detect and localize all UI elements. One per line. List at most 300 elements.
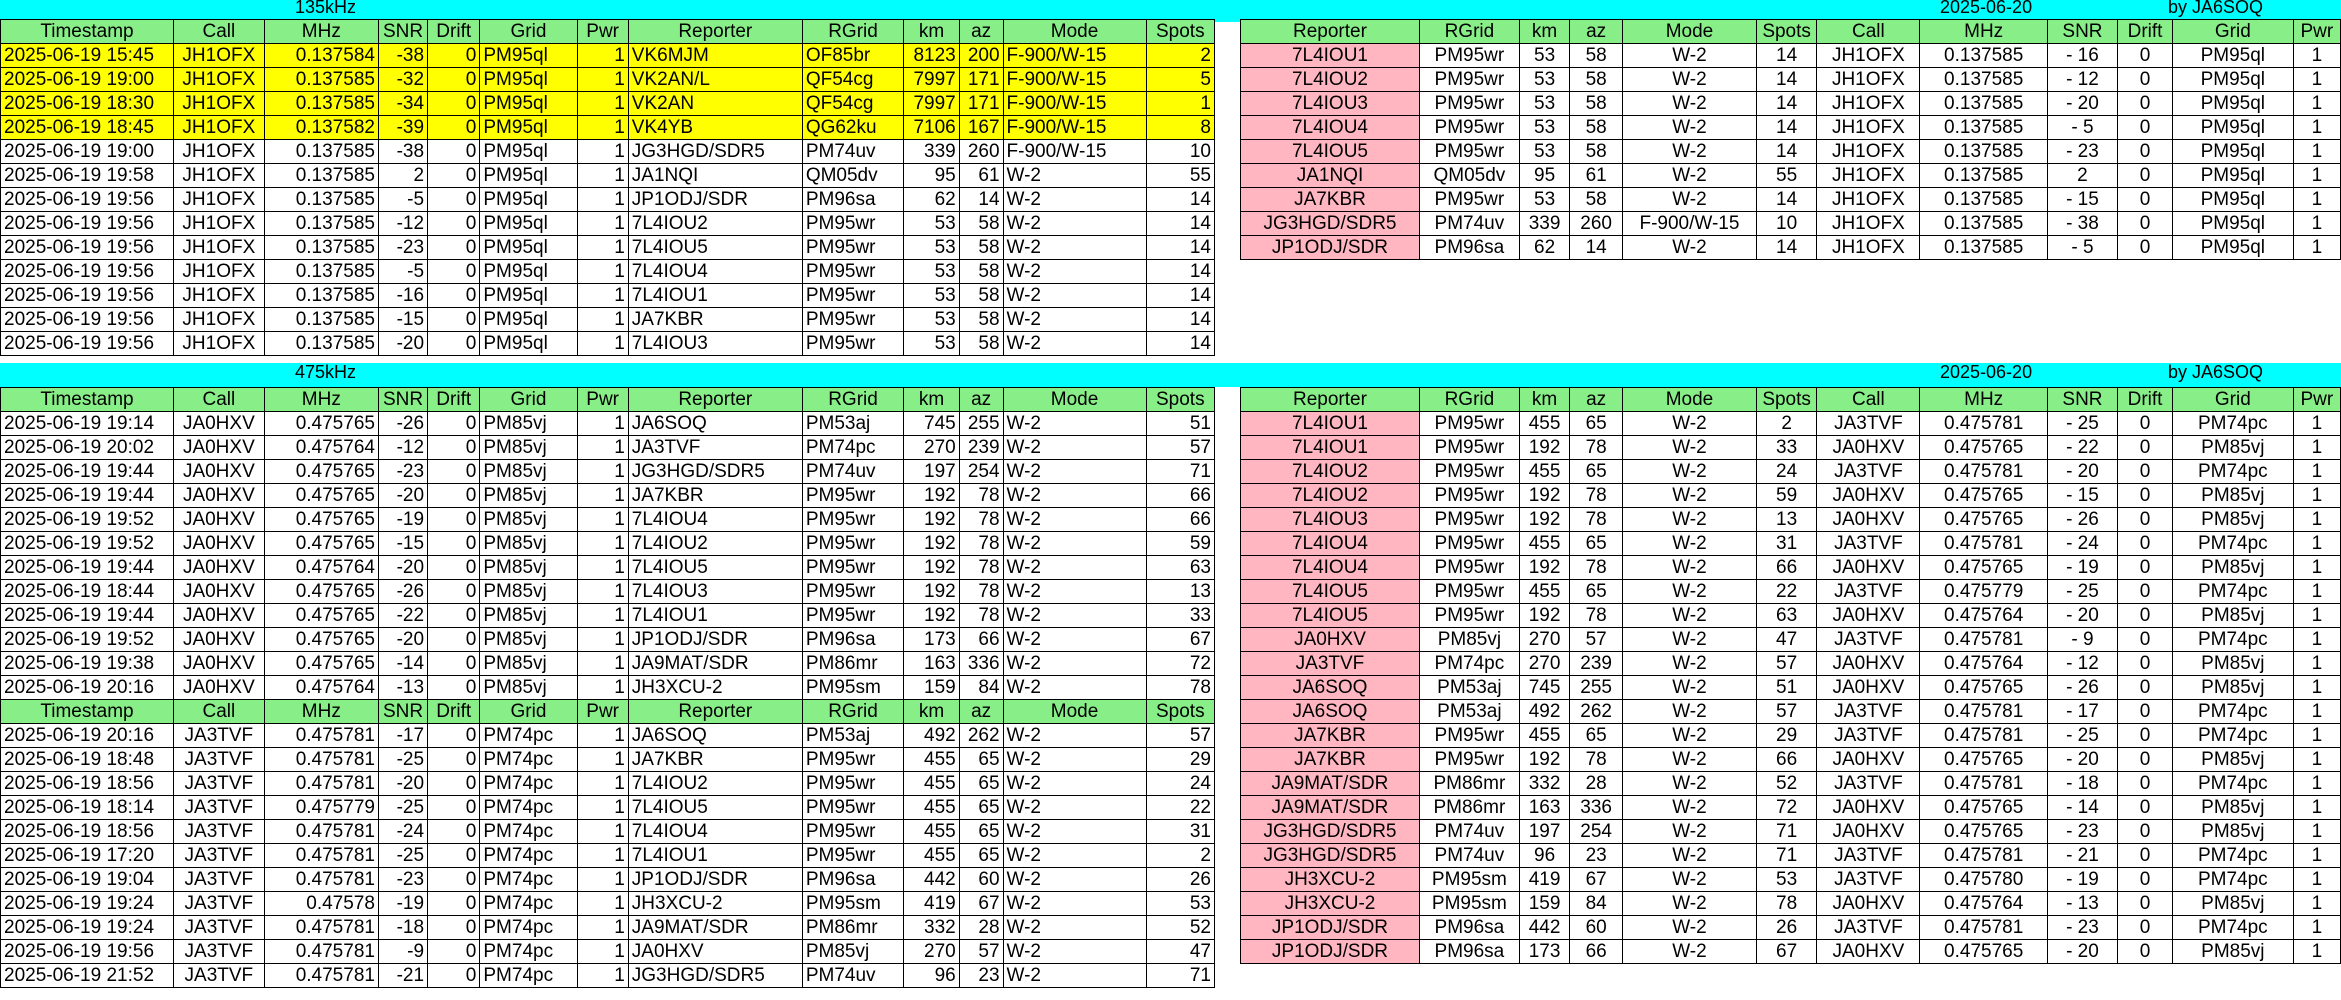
table-cell: PM85vj bbox=[480, 580, 577, 604]
table-cell: W-2 bbox=[1623, 604, 1757, 628]
table-cell: 65 bbox=[959, 820, 1003, 844]
table-cell: 1 bbox=[577, 676, 628, 700]
table-cell: W-2 bbox=[1003, 772, 1146, 796]
table-cell: JH3XCU-2 bbox=[1241, 868, 1420, 892]
table-cell: 0.475781 bbox=[1920, 628, 2047, 652]
table-cell: W-2 bbox=[1623, 68, 1757, 92]
table-cell: 7L4IOU4 bbox=[1241, 532, 1420, 556]
table-cell: JH1OFX bbox=[173, 212, 264, 236]
table-cell: 745 bbox=[1519, 676, 1569, 700]
table-cell: 270 bbox=[1519, 652, 1569, 676]
table-cell: -34 bbox=[378, 92, 427, 116]
table-cell: 28 bbox=[959, 916, 1003, 940]
table-cell: -20 bbox=[378, 556, 427, 580]
table-cell: W-2 bbox=[1003, 260, 1146, 284]
table-cell: 1 bbox=[1146, 92, 1214, 116]
table-cell: 57 bbox=[1756, 652, 1816, 676]
column-header: Pwr bbox=[577, 20, 628, 44]
table-cell: JA0HXV bbox=[1817, 508, 1920, 532]
table-cell: 7L4IOU5 bbox=[1241, 140, 1420, 164]
table-cell: 1 bbox=[2293, 796, 2340, 820]
table-cell: 96 bbox=[904, 964, 960, 988]
table-cell: -21 bbox=[378, 964, 427, 988]
table-cell: 1 bbox=[577, 964, 628, 988]
table-cell: 2025-06-19 15:45 bbox=[1, 44, 174, 68]
table-cell: 58 bbox=[1570, 140, 1623, 164]
table-row bbox=[1, 724, 1215, 748]
table-cell: PM85vj bbox=[2172, 676, 2293, 700]
column-header: Grid bbox=[480, 20, 577, 44]
table-cell: PM95wr bbox=[1419, 92, 1519, 116]
table-cell: 2025-06-19 19:24 bbox=[1, 916, 174, 940]
table-cell: 0 bbox=[2118, 844, 2173, 868]
column-header: Reporter bbox=[628, 388, 802, 412]
table-cell: 2025-06-19 19:56 bbox=[1, 284, 174, 308]
table-cell: 66 bbox=[1146, 484, 1214, 508]
table-row bbox=[1, 188, 1215, 212]
table-cell: JA3TVF bbox=[173, 940, 264, 964]
table-cell: - 12 bbox=[2047, 68, 2117, 92]
table-cell: PM74pc bbox=[2172, 412, 2293, 436]
table-cell: 0.475781 bbox=[264, 724, 378, 748]
table-cell: W-2 bbox=[1003, 332, 1146, 356]
table-cell: 0.475765 bbox=[1920, 676, 2047, 700]
table-cell: 0.475781 bbox=[1920, 532, 2047, 556]
table-cell: JA9MAT/SDR bbox=[628, 652, 802, 676]
table-cell: 1 bbox=[2293, 412, 2340, 436]
table-cell: 2025-06-19 19:04 bbox=[1, 868, 174, 892]
table-cell: 7997 bbox=[904, 68, 960, 92]
table-cell: F-900/W-15 bbox=[1623, 212, 1757, 236]
table-cell: 0.137585 bbox=[1920, 164, 2047, 188]
table-cell: 2025-06-19 19:52 bbox=[1, 532, 174, 556]
table-cell: 0.475781 bbox=[1920, 772, 2047, 796]
table-cell: JP1ODJ/SDR bbox=[1241, 236, 1420, 260]
table-row bbox=[1, 116, 1215, 140]
table-cell: W-2 bbox=[1003, 236, 1146, 260]
table-cell: 95 bbox=[904, 164, 960, 188]
table-cell: PM86mr bbox=[1419, 772, 1519, 796]
table-cell: W-2 bbox=[1003, 724, 1146, 748]
table-cell: JA7KBR bbox=[1241, 188, 1420, 212]
table-cell: W-2 bbox=[1623, 92, 1757, 116]
table-cell: PM85vj bbox=[480, 436, 577, 460]
table-cell: PM95wr bbox=[802, 332, 903, 356]
table-cell: PM95sm bbox=[1419, 892, 1519, 916]
table-cell: 53 bbox=[904, 260, 960, 284]
column-header: SNR bbox=[378, 20, 427, 44]
table-row bbox=[1, 748, 1215, 772]
table-cell: 1 bbox=[2293, 164, 2340, 188]
table-cell: 1 bbox=[577, 188, 628, 212]
table-cell: 1 bbox=[2293, 460, 2340, 484]
table-cell: 0 bbox=[2118, 652, 2173, 676]
table-cell: 1 bbox=[577, 748, 628, 772]
column-header: Spots bbox=[1756, 388, 1816, 412]
table-cell: JH1OFX bbox=[1817, 68, 1920, 92]
column-header: Call bbox=[1817, 20, 1920, 44]
table-row bbox=[1, 260, 1215, 284]
table-cell: 0 bbox=[428, 164, 480, 188]
table-cell: 66 bbox=[1756, 556, 1816, 580]
table-cell: 0.137585 bbox=[1920, 212, 2047, 236]
table-cell: 0 bbox=[2118, 140, 2173, 164]
table-cell: JA3TVF bbox=[173, 748, 264, 772]
table-cell: JA3TVF bbox=[173, 724, 264, 748]
table-cell: W-2 bbox=[1003, 164, 1146, 188]
table-cell: W-2 bbox=[1003, 892, 1146, 916]
table-cell: - 26 bbox=[2047, 676, 2117, 700]
table-cell: -23 bbox=[378, 236, 427, 260]
table-cell: 65 bbox=[1570, 532, 1623, 556]
table-cell: 745 bbox=[904, 412, 960, 436]
table-cell: - 25 bbox=[2047, 412, 2117, 436]
table-cell: PM85vj bbox=[2172, 556, 2293, 580]
table-row bbox=[1, 532, 1215, 556]
table-cell: PM95wr bbox=[1419, 556, 1519, 580]
table-cell: PM74uv bbox=[1419, 820, 1519, 844]
table-cell: PM95wr bbox=[1419, 460, 1519, 484]
table-cell: 14 bbox=[1756, 140, 1816, 164]
table-cell: 7L4IOU5 bbox=[1241, 580, 1420, 604]
table-cell: 65 bbox=[1570, 724, 1623, 748]
table-row bbox=[1, 580, 1215, 604]
table-cell: 57 bbox=[1146, 436, 1214, 460]
column-header: SNR bbox=[378, 700, 427, 724]
table-cell: 239 bbox=[1570, 652, 1623, 676]
column-header: az bbox=[1570, 20, 1623, 44]
table-cell: 2025-06-19 19:56 bbox=[1, 212, 174, 236]
table-cell: 0.475765 bbox=[264, 484, 378, 508]
table-cell: 455 bbox=[904, 820, 960, 844]
table-cell: - 24 bbox=[2047, 532, 2117, 556]
table-cell: 24 bbox=[1756, 460, 1816, 484]
table-cell: JG3HGD/SDR5 bbox=[1241, 212, 1420, 236]
table-row bbox=[1, 484, 1215, 508]
table-cell: W-2 bbox=[1623, 652, 1757, 676]
table-row bbox=[1241, 532, 2341, 556]
table-cell: PM95wr bbox=[802, 260, 903, 284]
table-cell: VK6MJM bbox=[628, 44, 802, 68]
column-header: SNR bbox=[2047, 20, 2117, 44]
table-cell: 0 bbox=[428, 508, 480, 532]
table-cell: 0.137585 bbox=[264, 188, 378, 212]
table-cell: 7L4IOU2 bbox=[1241, 484, 1420, 508]
table-cell: 192 bbox=[1519, 748, 1569, 772]
table-cell: 0 bbox=[428, 748, 480, 772]
table-cell: 0.475781 bbox=[264, 748, 378, 772]
table-row bbox=[1241, 116, 2341, 140]
column-header: Timestamp bbox=[1, 20, 174, 44]
table-row bbox=[1, 652, 1215, 676]
table-cell: 2 bbox=[2047, 164, 2117, 188]
table-cell: - 5 bbox=[2047, 116, 2117, 140]
table-cell: 53 bbox=[1519, 116, 1569, 140]
table-cell: PM53aj bbox=[1419, 676, 1519, 700]
table-cell: 332 bbox=[1519, 772, 1569, 796]
table-cell: 2025-06-19 20:16 bbox=[1, 676, 174, 700]
table-cell: VK2AN/L bbox=[628, 68, 802, 92]
table-cell: 67 bbox=[1146, 628, 1214, 652]
table-row bbox=[1241, 140, 2341, 164]
table-cell: 47 bbox=[1146, 940, 1214, 964]
table-cell: -26 bbox=[378, 580, 427, 604]
table-cell: W-2 bbox=[1003, 820, 1146, 844]
table-cell: PM95ql bbox=[2172, 140, 2293, 164]
table-cell: 0 bbox=[428, 68, 480, 92]
table-cell: 78 bbox=[1570, 484, 1623, 508]
table-cell: PM85vj bbox=[480, 676, 577, 700]
table-cell: 260 bbox=[1570, 212, 1623, 236]
table-cell: 1 bbox=[577, 556, 628, 580]
table-cell: JH1OFX bbox=[173, 44, 264, 68]
table-cell: PM95wr bbox=[1419, 188, 1519, 212]
table-cell: 61 bbox=[959, 164, 1003, 188]
column-header: Pwr bbox=[2293, 388, 2340, 412]
table-cell: 8123 bbox=[904, 44, 960, 68]
table-cell: 0 bbox=[428, 412, 480, 436]
table-cell: 0 bbox=[2118, 412, 2173, 436]
table-cell: 0.137585 bbox=[1920, 116, 2047, 140]
table-cell: -32 bbox=[378, 68, 427, 92]
table-cell: 26 bbox=[1146, 868, 1214, 892]
table-cell: JA6SOQ bbox=[1241, 700, 1420, 724]
table-cell: PM85vj bbox=[2172, 508, 2293, 532]
table-cell: PM85vj bbox=[2172, 748, 2293, 772]
table-cell: 1 bbox=[2293, 724, 2340, 748]
table-cell: PM74uv bbox=[802, 460, 903, 484]
table-cell: 72 bbox=[1756, 796, 1816, 820]
table-cell: 1 bbox=[2293, 892, 2340, 916]
table-cell: 7L4IOU5 bbox=[1241, 604, 1420, 628]
table-cell: 339 bbox=[904, 140, 960, 164]
table-cell: JA3TVF bbox=[1817, 772, 1920, 796]
table-cell: 0 bbox=[2118, 748, 2173, 772]
table-cell: 78 bbox=[959, 556, 1003, 580]
table-cell: 455 bbox=[904, 844, 960, 868]
table-cell: - 26 bbox=[2047, 508, 2117, 532]
table-cell: JA3TVF bbox=[1817, 628, 1920, 652]
column-header: Timestamp bbox=[1, 388, 174, 412]
table-cell: 0 bbox=[2118, 460, 2173, 484]
column-header: Call bbox=[173, 20, 264, 44]
table-cell: 14 bbox=[1756, 116, 1816, 140]
table-cell: 332 bbox=[904, 916, 960, 940]
table-cell: 1 bbox=[2293, 116, 2340, 140]
table-cell: 0 bbox=[428, 436, 480, 460]
table-cell: PM95wr bbox=[802, 556, 903, 580]
table-cell: PM95wr bbox=[1419, 508, 1519, 532]
table-cell: 71 bbox=[1756, 820, 1816, 844]
table-cell: 192 bbox=[1519, 508, 1569, 532]
table-cell: 53 bbox=[1519, 68, 1569, 92]
table-cell: 0.475765 bbox=[1920, 796, 2047, 820]
table-cell: JH1OFX bbox=[173, 140, 264, 164]
table-cell: 2025-06-19 19:56 bbox=[1, 188, 174, 212]
table-cell: JA0HXV bbox=[173, 580, 264, 604]
table-cell: 66 bbox=[1570, 940, 1623, 964]
table-cell: 1 bbox=[577, 308, 628, 332]
table-cell: JA0HXV bbox=[1817, 892, 1920, 916]
table-cell: 14 bbox=[1570, 236, 1623, 260]
table-row bbox=[1241, 700, 2341, 724]
table-cell: W-2 bbox=[1003, 964, 1146, 988]
table-cell: 0.475780 bbox=[1920, 868, 2047, 892]
table-cell: W-2 bbox=[1623, 772, 1757, 796]
table-cell: 0.137585 bbox=[264, 140, 378, 164]
table-cell: 492 bbox=[1519, 700, 1569, 724]
table-row bbox=[1241, 628, 2341, 652]
table-cell: 0.475781 bbox=[1920, 916, 2047, 940]
table-cell: PM74pc bbox=[2172, 700, 2293, 724]
table-cell: 1 bbox=[2293, 44, 2340, 68]
table-cell: 0.475765 bbox=[264, 604, 378, 628]
table-cell: 2025-06-19 19:44 bbox=[1, 556, 174, 580]
table-cell: PM74uv bbox=[802, 140, 903, 164]
table-cell: PM95wr bbox=[1419, 140, 1519, 164]
table-cell: PM95ql bbox=[480, 116, 577, 140]
table-cell: PM95wr bbox=[1419, 724, 1519, 748]
column-header: RGrid bbox=[802, 20, 903, 44]
table-row bbox=[1, 236, 1215, 260]
table-cell: 2025-06-19 18:30 bbox=[1, 92, 174, 116]
table-cell: PM74pc bbox=[480, 940, 577, 964]
column-header: Mode bbox=[1003, 700, 1146, 724]
table-cell: 1 bbox=[2293, 604, 2340, 628]
table-cell: JA0HXV bbox=[1817, 796, 1920, 820]
table-cell: - 23 bbox=[2047, 820, 2117, 844]
table-cell: 53 bbox=[904, 284, 960, 308]
table-cell: - 38 bbox=[2047, 212, 2117, 236]
table-cell: 0 bbox=[2118, 436, 2173, 460]
table-cell: 0 bbox=[428, 116, 480, 140]
table-cell: 7L4IOU2 bbox=[628, 212, 802, 236]
table-cell: -24 bbox=[378, 820, 427, 844]
table-row bbox=[1241, 44, 2341, 68]
band-135-author: by JA6SOQ bbox=[2168, 0, 2264, 17]
table-row bbox=[1241, 164, 2341, 188]
table-row bbox=[1, 68, 1215, 92]
table-cell: 0 bbox=[428, 44, 480, 68]
table-cell: - 19 bbox=[2047, 556, 2117, 580]
table-cell: 0.475781 bbox=[264, 844, 378, 868]
table-cell: 78 bbox=[1570, 556, 1623, 580]
table-cell: 78 bbox=[1570, 748, 1623, 772]
table-row bbox=[1241, 652, 2341, 676]
table-cell: W-2 bbox=[1623, 916, 1757, 940]
table-cell: 0.475765 bbox=[264, 652, 378, 676]
column-header: Mode bbox=[1623, 388, 1757, 412]
table-cell: 1 bbox=[2293, 580, 2340, 604]
table-cell: PM85vj bbox=[480, 652, 577, 676]
table-cell: W-2 bbox=[1623, 188, 1757, 212]
table-row bbox=[1, 436, 1215, 460]
table-cell: 0 bbox=[2118, 892, 2173, 916]
table-row bbox=[1, 820, 1215, 844]
table-cell: W-2 bbox=[1003, 940, 1146, 964]
table-cell: JH3XCU-2 bbox=[628, 676, 802, 700]
table-cell: JA0HXV bbox=[628, 940, 802, 964]
table-cell: 96 bbox=[1519, 844, 1569, 868]
table-cell: JA0HXV bbox=[173, 604, 264, 628]
table-cell: PM95ql bbox=[2172, 188, 2293, 212]
table-cell: 65 bbox=[1570, 412, 1623, 436]
table-row bbox=[1241, 748, 2341, 772]
table-cell: 57 bbox=[959, 940, 1003, 964]
table-cell: W-2 bbox=[1623, 532, 1757, 556]
table-cell: 0 bbox=[428, 964, 480, 988]
table-cell: W-2 bbox=[1003, 460, 1146, 484]
table-cell: - 22 bbox=[2047, 436, 2117, 460]
table-cell: JA0HXV bbox=[1817, 604, 1920, 628]
table-cell: 192 bbox=[904, 580, 960, 604]
column-header: Call bbox=[1817, 388, 1920, 412]
table-row bbox=[1241, 604, 2341, 628]
table-cell: JA0HXV bbox=[173, 508, 264, 532]
table-cell: 0.475765 bbox=[1920, 940, 2047, 964]
column-header: MHz bbox=[1920, 20, 2047, 44]
table-cell: JA6SOQ bbox=[628, 724, 802, 748]
table-cell: 65 bbox=[959, 748, 1003, 772]
table-cell: PM95wr bbox=[1419, 412, 1519, 436]
table-cell: -23 bbox=[378, 868, 427, 892]
table-cell: 33 bbox=[1146, 604, 1214, 628]
table-cell: PM85vj bbox=[2172, 652, 2293, 676]
table-cell: 1 bbox=[2293, 436, 2340, 460]
table-row bbox=[1, 556, 1215, 580]
table-cell: PM95wr bbox=[802, 748, 903, 772]
table-cell: OF85br bbox=[802, 44, 903, 68]
table-cell: 192 bbox=[1519, 604, 1569, 628]
table-cell: 1 bbox=[577, 140, 628, 164]
table-cell: 66 bbox=[959, 628, 1003, 652]
table-cell: 339 bbox=[1519, 212, 1569, 236]
table-cell: PM95wr bbox=[802, 604, 903, 628]
table-cell: 14 bbox=[1756, 188, 1816, 212]
table-cell: 0 bbox=[2118, 92, 2173, 116]
table-cell: 0 bbox=[428, 460, 480, 484]
table-cell: JA0HXV bbox=[173, 436, 264, 460]
table-cell: 67 bbox=[1570, 868, 1623, 892]
table-cell: W-2 bbox=[1623, 940, 1757, 964]
table-cell: 7L4IOU4 bbox=[1241, 556, 1420, 580]
table-cell: 455 bbox=[1519, 532, 1569, 556]
table-cell: W-2 bbox=[1623, 820, 1757, 844]
table-cell: 0 bbox=[428, 212, 480, 236]
table-cell: JH1OFX bbox=[173, 284, 264, 308]
table-cell: 7L4IOU2 bbox=[628, 772, 802, 796]
table-cell: W-2 bbox=[1623, 844, 1757, 868]
table-cell: 53 bbox=[904, 308, 960, 332]
table-cell: - 13 bbox=[2047, 892, 2117, 916]
table-cell: JA0HXV bbox=[173, 556, 264, 580]
table-cell: 0.137585 bbox=[264, 260, 378, 284]
table-cell: PM74pc bbox=[480, 748, 577, 772]
table-cell: 8 bbox=[1146, 116, 1214, 140]
table-cell: JA3TVF bbox=[1817, 916, 1920, 940]
table-cell: JA3TVF bbox=[173, 964, 264, 988]
table-cell: PM86mr bbox=[802, 916, 903, 940]
table-cell: W-2 bbox=[1003, 436, 1146, 460]
table-cell: JG3HGD/SDR5 bbox=[628, 460, 802, 484]
table-cell: PM85vj bbox=[480, 460, 577, 484]
table-cell: 1 bbox=[577, 484, 628, 508]
table-cell: 192 bbox=[904, 604, 960, 628]
table-cell: 0.475781 bbox=[1920, 460, 2047, 484]
table-cell: 0 bbox=[2118, 604, 2173, 628]
table-cell: JA3TVF bbox=[173, 772, 264, 796]
column-header: RGrid bbox=[802, 388, 903, 412]
